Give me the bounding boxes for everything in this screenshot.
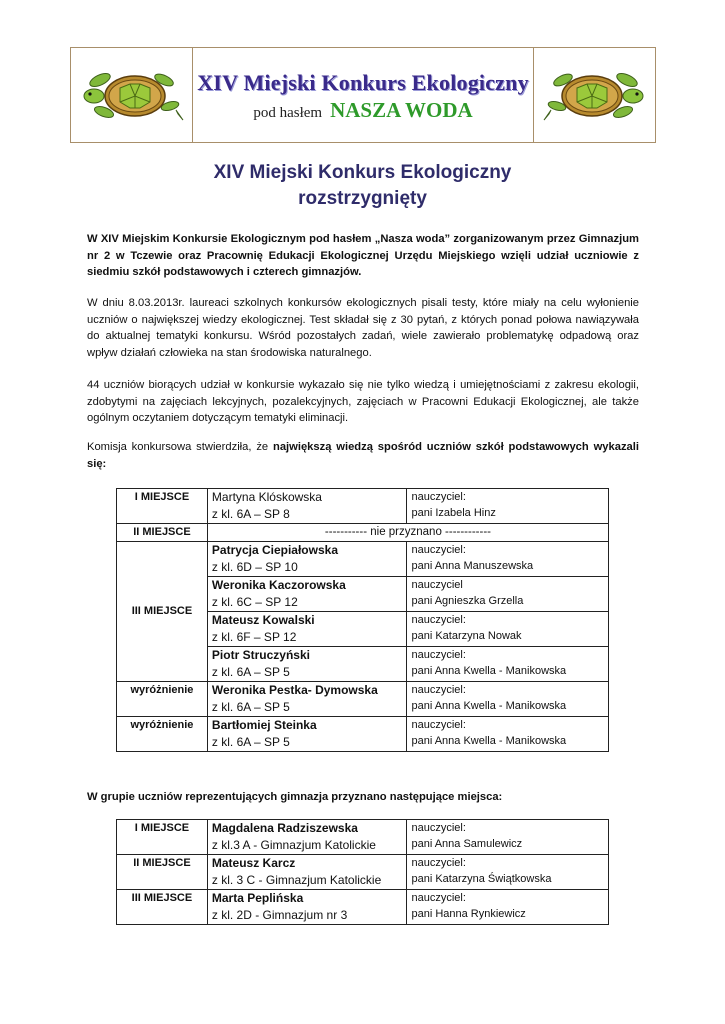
banner [70,47,656,143]
place-label: wyróżnienie [117,682,208,717]
table-row [117,524,609,542]
page-title [0,160,725,212]
table-row [117,890,609,925]
teacher-cell [407,577,609,612]
student-name: Martyna Klóskowska [211,490,322,504]
banner-title: XIV Miejski Konkurs Ekologiczny [197,70,529,95]
teacher-label: nauczyciel: [411,822,466,834]
teacher-label: nauczyciel: [411,614,466,626]
teacher-cell [407,489,609,524]
student-cell [207,717,407,752]
teacher-cell [407,542,609,577]
not-awarded-note: ----------- nie przyznano ------------ [207,524,608,542]
banner-left [71,48,192,142]
banner-subtitle [193,98,533,123]
student-class: z kl. 6A – SP 5 [211,700,290,714]
table-row [117,489,609,524]
teacher-name: pani Anna Kwella - Manikowska [411,665,567,677]
teacher-label: nauczyciel: [411,649,466,661]
teacher-label: nauczyciel: [411,719,466,731]
student-cell [207,577,407,612]
turtle-icon [543,62,647,128]
place-label: wyróżnienie [117,717,208,752]
turtle-icon [80,62,184,128]
student-name: Weronika Kaczorowska [211,578,346,592]
teacher-name: pani Anna Kwella - Manikowska [411,735,567,747]
table-row [117,682,609,717]
student-cell [207,890,407,925]
student-cell [207,612,407,647]
student-class: z kl. 6A – SP 5 [211,735,290,749]
teacher-name: pani Anna Manuszewska [411,560,534,572]
student-class: z kl.3 A - Gimnazjum Katolickie [211,838,376,852]
place-label: III MIEJSCE [117,890,208,925]
student-cell [207,682,407,717]
teacher-cell [407,820,609,855]
table-row [117,542,609,577]
teacher-name: pani Hanna Rynkiewicz [411,908,526,920]
student-cell [207,647,407,682]
teacher-label: nauczyciel: [411,491,466,503]
banner-subtitle-strong: NASZA WODA [330,98,473,122]
teacher-label: nauczyciel [411,579,463,591]
paragraph-commission [87,439,639,472]
banner-center [192,48,534,142]
student-class: z kl. 6D – SP 10 [211,560,298,574]
student-name: Bartłomiej Steinka [211,718,317,732]
teacher-name: pani Katarzyna Świątkowska [411,873,552,885]
student-name: Piotr Struczyński [211,648,310,662]
student-name: Magdalena Radziszewska [211,821,358,835]
teacher-label: nauczyciel: [411,684,466,696]
student-name: Mateusz Kowalski [211,613,315,627]
place-label: III MIEJSCE [117,542,208,682]
student-class: z kl. 2D - Gimnazjum nr 3 [211,908,348,922]
student-cell [207,855,407,890]
teacher-cell [407,612,609,647]
place-label: I MIEJSCE [117,820,208,855]
banner-right [534,48,655,142]
teacher-name: pani Izabela Hinz [411,507,496,519]
teacher-label: nauczyciel: [411,857,466,869]
student-class: z kl. 3 C - Gimnazjum Katolickie [211,873,382,887]
table-row [117,717,609,752]
teacher-name: pani Anna Kwella - Manikowska [411,700,567,712]
teacher-name: pani Anna Samulewicz [411,838,523,850]
teacher-cell [407,855,609,890]
teacher-label: nauczyciel: [411,544,466,556]
primary-results-table [116,488,609,752]
banner-subtitle-prefix: pod hasłem [253,105,323,121]
student-class: z kl. 6F – SP 12 [211,630,297,644]
student-name: Weronika Pestka- Dymowska [211,683,378,697]
teacher-cell [407,717,609,752]
place-label: I MIEJSCE [117,489,208,524]
place-label: II MIEJSCE [117,524,208,542]
teacher-label: nauczyciel: [411,892,466,904]
student-class: z kl. 6A – SP 8 [211,507,290,521]
table-row [117,855,609,890]
student-cell [207,489,407,524]
student-class: z kl. 6C – SP 12 [211,595,298,609]
student-cell [207,820,407,855]
paragraph-participants: 44 uczniów biorących udział w konkursie wykazało się nie tylko wiedzą i umiejętnościami z zakresu ekologii, zdobytymi na zajęciach lekcyjnych, pozalekcyjnych, zajęciach w Pracowni Edukacji Ekologicznej, ale także ogólnym oczytaniem dotyczącym tematyki eliminacji. [87,379,639,424]
commission-bold-text: największą wiedzą spośród uczniów szkół podstawowych wykazali się: [87,441,639,470]
student-name: Marta Peplińska [211,891,304,905]
table-row [117,820,609,855]
gymnasium-results-table [116,819,609,925]
page-title-line1: XIV Miejski Konkurs Ekologiczny [213,162,512,183]
teacher-cell [407,647,609,682]
intro-paragraph: W XIV Miejskim Konkursie Ekologicznym pod hasłem „Nasza woda” zorganizowanym przez Gimnazjum nr 2 w Tczewie oraz Pracownię Edukacji Ekologicznej Urzędu Miejskiego wzięli udział uczniowie z siedmiu szkół podstawowych i czterech gimnazjów. [87,233,639,278]
teacher-cell [407,890,609,925]
teacher-cell [407,682,609,717]
student-class: z kl. 6A – SP 5 [211,665,290,679]
student-name: Patrycja Ciepiałowska [211,543,338,557]
student-name: Mateusz Karcz [211,856,296,870]
paragraph-gymnasium: W grupie uczniów reprezentujących gimnazja przyznano następujące miejsca: [87,791,503,803]
teacher-name: pani Agnieszka Grzella [411,595,524,607]
teacher-name: pani Katarzyna Nowak [411,630,522,642]
place-label: II MIEJSCE [117,855,208,890]
student-cell [207,542,407,577]
paragraph-tests: W dniu 8.03.2013r. laureaci szkolnych konkursów ekologicznych pisali testy, które miały na celu wyłonienie uczniów o największej wiedzy ekologicznej. Test składał się z 30 pytań, z których ponad połowa nawiązywała do aktualnej tematyki konkursu. Wśród pozostałych zadań, wiele zawierało problematykę odpadową oraz wpływ działań człowieka na stan środowiska naturalnego. [87,297,639,359]
page-title-line2: rozstrzygnięty [298,188,427,209]
commission-text: Komisja konkursowa stwierdziła, że [87,441,273,453]
